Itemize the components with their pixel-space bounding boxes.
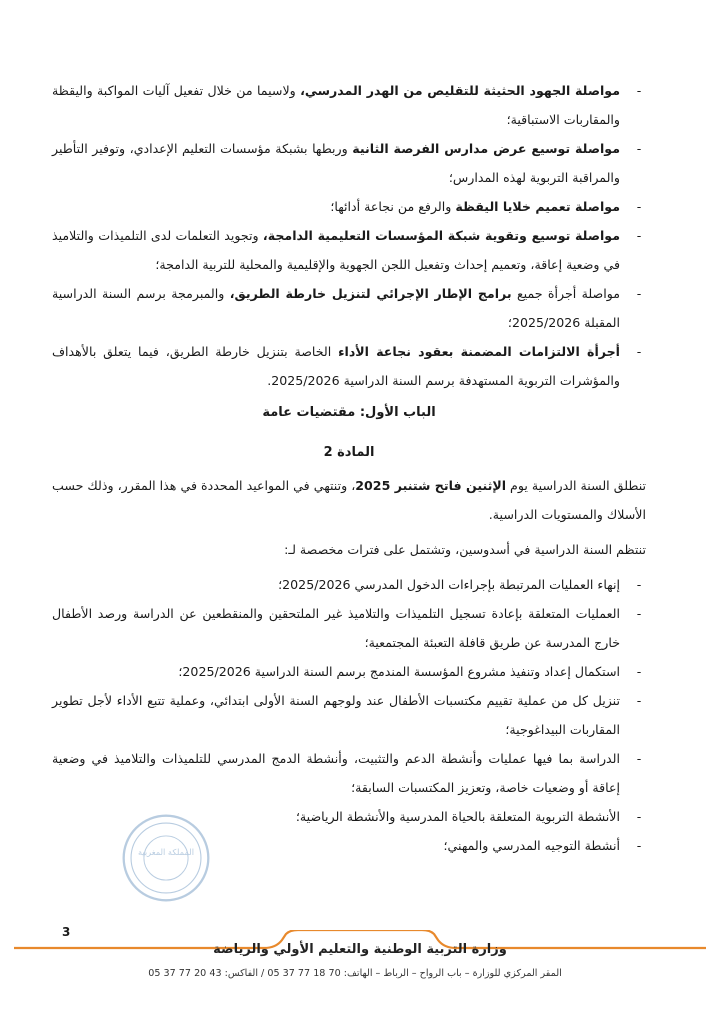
stamp-text: المملكة المغربية [137, 847, 195, 858]
section-title: الباب الأول: مقتضيات عامة [262, 405, 436, 420]
list-item: - الدراسة بما فيها عمليات وأنشطة الدعم والتثبيت، وأنشطة الدمج المدرسي للتلميذات والتلاميذ في وضعية إعاقة أو وضعيات خاصة، وتعزيز المكتسبات السابقة؛ [52, 744, 646, 802]
article-title: المادة 2 [323, 445, 375, 460]
bullet-dash: - [636, 228, 642, 243]
list-item: - مواصلة أجرأة جميع برامج الإطار الإجرائي لتنزيل خارطة الطريق، والمبرمجة برسم السنة الدراسية المقبلة 2025/2026؛ [52, 279, 646, 337]
footer-address: المقر المركزي للوزارة – باب الرواح – الرباط – الهاتف: 70 18 77 37 05 / الفاكس: 43 20 77 37 05 [148, 968, 562, 979]
document-body [52, 76, 646, 860]
list-item: - مواصلة توسيع عرض مدارس الفرصة الثانية وربطها بشبكة مؤسسات التعليم الإعدادي، وتوفير التأطير والمراقبة التربوية لهذه المدارس؛ [52, 134, 646, 192]
list-item: - العمليات المتعلقة بإعادة تسجيل التلميذات والتلاميذ غير الملتحقين والمنقطعين عن الدراسة ورصد الأطفال خارج المدرسة عن طريق قافلة التعبئة المجتمعية؛ [52, 599, 646, 657]
bullet-dash: - [636, 751, 642, 766]
bullet-dash: - [636, 664, 642, 679]
bullet-dash: - [636, 141, 642, 156]
list-item: - مواصلة توسيع وتقوية شبكة المؤسسات التعليمية الدامجة، وتجويد التعلمات لدى التلميذات والتلاميذ في وضعية إعاقة، وتعميم إحداث وتفعيل اللجن الجهوية والإقليمية والمحلية للتربية الدامجة؛ [52, 221, 646, 279]
page-number: 3 [62, 925, 71, 939]
bullet-dash: - [636, 809, 642, 824]
list-item: - إنهاء العمليات المرتبطة بإجراءات الدخول المدرسي 2025/2026؛ [52, 570, 646, 599]
list-item: - استكمال إعداد وتنفيذ مشروع المؤسسة المندمج برسم السنة الدراسية 2025/2026؛ [52, 657, 646, 686]
objectives-list [52, 76, 646, 395]
list-item: - أجرأة الالتزامات المضمنة بعقود نجاعة الأداء الخاصة بتنزيل خارطة الطريق، فيما يتعلق بالأهداف والمؤشرات التربوية المستهدفة برسم السنة الدراسية 2025/2026. [52, 337, 646, 395]
bullet-dash: - [636, 838, 642, 853]
bullet-dash: - [636, 344, 642, 359]
bullet-dash: - [636, 286, 642, 301]
official-stamp-icon [120, 812, 212, 904]
footer-ministry: وزارة التربية الوطنية والتعليم الأولي والرياضة [213, 942, 507, 957]
bullet-dash: - [636, 693, 642, 708]
list-item: - تنزيل كل من عملية تقييم مكتسبات الأطفال عند ولوجهم السنة الأولى ابتدائي، وعملية تتبع الأداء لأجل تطوير المقاربات البيداغوجية؛ [52, 686, 646, 744]
list-item: - الأنشطة التربوية المتعلقة بالحياة المدرسية والأنشطة الرياضية؛ [52, 802, 646, 831]
bullet-dash: - [636, 83, 642, 98]
list-item: - مواصلة تعميم خلايا اليقظة والرفع من نجاعة أدائها؛ [52, 192, 646, 221]
list-item: - أنشطة التوجيه المدرسي والمهني؛ [52, 831, 646, 860]
list-item: - مواصلة الجهود الحثيثة للتقليص من الهدر المدرسي، ولاسيما من خلال تفعيل آليات المواكبة واليقظة والمقاربات الاستباقية؛ [52, 76, 646, 134]
bullet-dash: - [636, 606, 642, 621]
paragraph-semesters: تنتظم السنة الدراسية في أسدوسين، وتشتمل على فترات مخصصة لـ: [284, 542, 646, 557]
bullet-dash: - [636, 199, 642, 214]
bullet-dash: - [636, 577, 642, 592]
paragraph-start-date: تنطلق السنة الدراسية يوم الإثنين فاتح شتنبر 2025، وتنتهي في المواعيد المحددة في هذا المقرر، وذلك حسب الأسلاك والمستويات الدراسية. [52, 478, 646, 522]
